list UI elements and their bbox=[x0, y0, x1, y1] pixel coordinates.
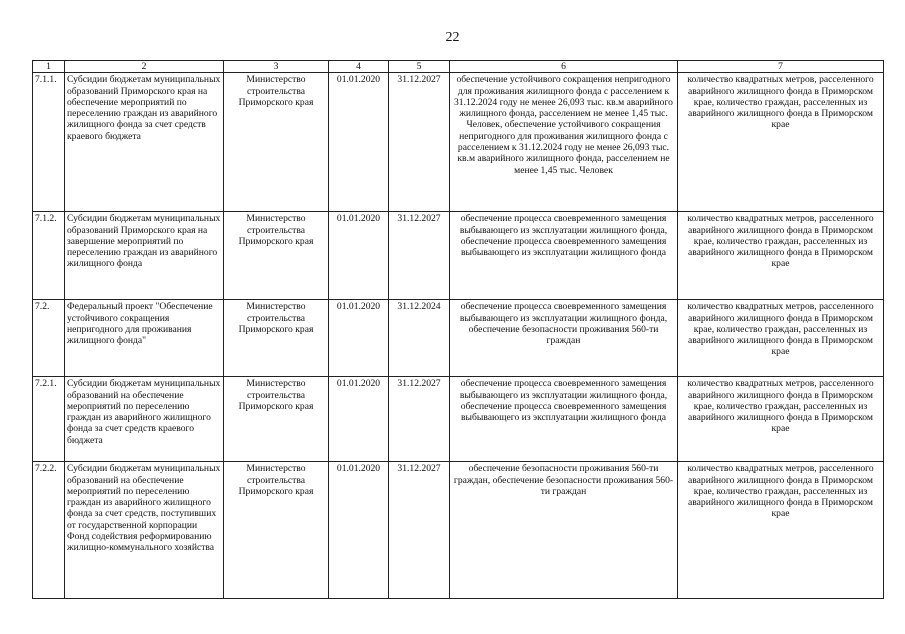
row-code: 7.2. bbox=[33, 300, 65, 377]
row-start-date: 01.01.2020 bbox=[329, 73, 389, 212]
row-measure-name: Субсидии бюджетам муниципальных образований Приморского края на обеспечение мероприятий по переселению граждан из аварийного жилищного фонда за счет средств краевого бюджета bbox=[65, 73, 224, 212]
row-indicator: количество квадратных метров, расселенного аварийного жилищного фонда в Приморском крае, количество граждан, расселенных из аварийного жилищного фонда в Приморском крае bbox=[678, 300, 884, 377]
row-end-date: 31.12.2027 bbox=[389, 212, 450, 300]
row-indicator: количество квадратных метров, расселенного аварийного жилищного фонда в Приморском крае, количество граждан, расселенных из аварийного жилищного фонда в Приморском крае bbox=[678, 73, 884, 212]
row-code: 7.2.1. bbox=[33, 377, 65, 462]
row-measure-name: Федеральный проект "Обеспечение устойчивого сокращения непригодного для проживания жилищного фонда" bbox=[65, 300, 224, 377]
row-executor: Министерство строительства Приморского края bbox=[224, 73, 329, 212]
column-number-1: 1 bbox=[33, 61, 65, 73]
row-executor: Министерство строительства Приморского края bbox=[224, 377, 329, 462]
column-number-6: 6 bbox=[450, 61, 678, 73]
table-row bbox=[33, 377, 884, 462]
table-row bbox=[33, 212, 884, 300]
column-number-row bbox=[33, 61, 884, 73]
row-start-date: 01.01.2020 bbox=[329, 462, 389, 599]
column-number-7: 7 bbox=[678, 61, 884, 73]
row-end-date: 31.12.2027 bbox=[389, 462, 450, 599]
program-table bbox=[32, 60, 884, 599]
row-executor: Министерство строительства Приморского края bbox=[224, 212, 329, 300]
row-code: 7.1.2. bbox=[33, 212, 65, 300]
column-number-3: 3 bbox=[224, 61, 329, 73]
row-code: 7.1.1. bbox=[33, 73, 65, 212]
column-number-4: 4 bbox=[329, 61, 389, 73]
row-code: 7.2.2. bbox=[33, 462, 65, 599]
page-number: 22 bbox=[445, 30, 460, 45]
row-expected-result: обеспечение безопасности проживания 560-ти граждан, обеспечение безопасности проживания 560-ти граждан bbox=[450, 462, 678, 599]
row-expected-result: обеспечение устойчивого сокращения непригодного для проживания жилищного фонда с расселением к 31.12.2024 году не менее 26,093 тыс. кв.м аварийного жилищного фонда, расселением не менее 1,45 тыс. Человек, обеспечение устойчивого сокращения непригодного для проживания жилищного фонда с расселением к 31.12.2024 году не менее 26,093 тыс. кв.м аварийного жилищного фонда, расселением не менее 1,45 тыс. Человек bbox=[450, 73, 678, 212]
row-end-date: 31.12.2027 bbox=[389, 377, 450, 462]
table-row bbox=[33, 73, 884, 212]
column-number-5: 5 bbox=[389, 61, 450, 73]
row-indicator: количество квадратных метров, расселенного аварийного жилищного фонда в Приморском крае, количество граждан, расселенных из аварийного жилищного фонда в Приморском крае bbox=[678, 462, 884, 599]
row-end-date: 31.12.2024 bbox=[389, 300, 450, 377]
table-row bbox=[33, 300, 884, 377]
row-executor: Министерство строительства Приморского края bbox=[224, 300, 329, 377]
row-measure-name: Субсидии бюджетам муниципальных образований на обеспечение мероприятий по переселению граждан из аварийного жилищного фонда за счет средств краевого бюджета bbox=[65, 377, 224, 462]
row-measure-name: Субсидии бюджетам муниципальных образований Приморского края на завершение мероприятий по переселению граждан из аварийного жилищного фонда bbox=[65, 212, 224, 300]
column-number-2: 2 bbox=[65, 61, 224, 73]
row-start-date: 01.01.2020 bbox=[329, 300, 389, 377]
row-start-date: 01.01.2020 bbox=[329, 212, 389, 300]
row-expected-result: обеспечение процесса своевременного замещения выбывающего из эксплуатации жилищного фонда, обеспечение процесса своевременного замещения выбывающего из эксплуатации жилищного фонда bbox=[450, 212, 678, 300]
row-expected-result: обеспечение процесса своевременного замещения выбывающего из эксплуатации жилищного фонда, обеспечение безопасности проживания 560-ти граждан bbox=[450, 300, 678, 377]
row-executor: Министерство строительства Приморского края bbox=[224, 462, 329, 599]
row-expected-result: обеспечение процесса своевременного замещения выбывающего из эксплуатации жилищного фонда, обеспечение процесса своевременного замещения выбывающего из эксплуатации жилищного фонда bbox=[450, 377, 678, 462]
table-row bbox=[33, 462, 884, 599]
row-start-date: 01.01.2020 bbox=[329, 377, 389, 462]
row-end-date: 31.12.2027 bbox=[389, 73, 450, 212]
row-indicator: количество квадратных метров, расселенного аварийного жилищного фонда в Приморском крае, количество граждан, расселенных из аварийного жилищного фонда в Приморском крае bbox=[678, 212, 884, 300]
row-measure-name: Субсидии бюджетам муниципальных образований на обеспечение мероприятий по переселению граждан из аварийного жилищного фонда за счет средств, поступивших от государственной корпорации Фонд содействия реформированию жилищно-коммунального хозяйства bbox=[65, 462, 224, 599]
row-indicator: количество квадратных метров, расселенного аварийного жилищного фонда в Приморском крае, количество граждан, расселенных из аварийного жилищного фонда в Приморском крае bbox=[678, 377, 884, 462]
